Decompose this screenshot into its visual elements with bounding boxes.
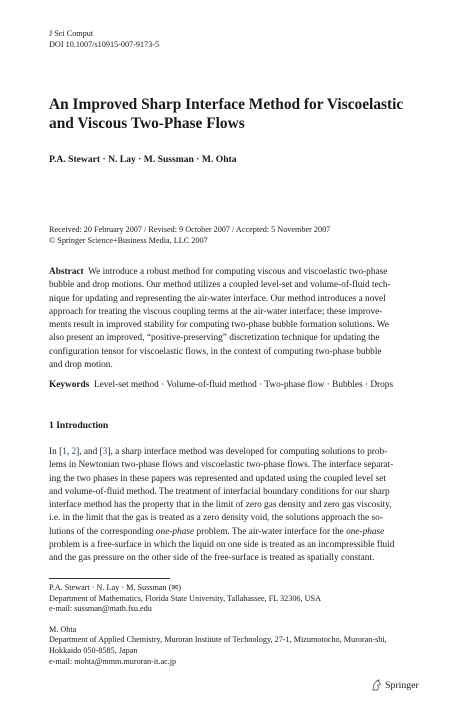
affiliation-line: Hokkaido 050-8585, Japan <box>49 645 138 655</box>
title-line: and Viscous Two-Phase Flows <box>49 115 245 132</box>
section-heading: 1 Introduction <box>49 420 109 431</box>
publication-history <box>49 225 330 246</box>
running-header <box>49 29 159 50</box>
body-line: and the gas pressure on the other side of the free-surface is treated as spatially constant. <box>49 553 375 564</box>
abstract-line: bubble and drop motions. Our method utilizes a coupled level-set and volume-of-fluid tech- <box>49 280 391 291</box>
journal-name: J Sci Comput <box>49 29 94 38</box>
body-line: and volume-of-fluid method. The treatment of interfacial boundary conditions for our sharp <box>49 486 390 497</box>
abstract-line: approach for treating the viscous coupling terms at the air-water interface; these improve- <box>49 306 383 317</box>
abstract-first-line: We introduce a robust method for computing viscous and viscoelastic two-phase <box>88 267 388 277</box>
affiliation-line: P.A. Stewart · N. Lay · M. Sussman (✉) <box>49 583 181 592</box>
email-link[interactable]: e-mail: mohta@mmm.muroran-it.ac.jp <box>49 656 177 666</box>
keywords-label: Keywords <box>49 380 90 390</box>
abstract <box>49 266 428 372</box>
body-line: i.e. in the limit that the gas is treated as a zero density void, the solutions approach the so- <box>49 513 383 524</box>
copyright: © Springer Science+Business Media, LLC 2007 <box>49 235 208 245</box>
publisher-name: Springer <box>385 679 419 691</box>
dates: Received: 20 February 2007 / Revised: 9 October 2007 / Accepted: 5 November 2007 <box>49 225 331 234</box>
horse-icon <box>371 679 382 691</box>
citation-link[interactable]: 3 <box>102 447 108 457</box>
abstract-line: configuration tensor for viscoelastic flows, in the context of computing two-phase bubble <box>49 346 382 357</box>
citation-link[interactable]: 1 <box>62 447 67 457</box>
body-line: lems in Newtonian two-phase flows and viscoelastic two-phase flows. The interface separat- <box>49 460 394 471</box>
citation-link[interactable]: 2 <box>71 447 77 457</box>
keywords-text: Level-set method · Volume-of-fluid method · Two-phase flow · Bubbles · Drops <box>93 380 394 390</box>
doi: DOI 10.1007/s10915-007-9173-5 <box>49 39 160 49</box>
abstract-line: nique for updating and representing the air-water interface. Our method introduces a novel <box>49 293 386 304</box>
abstract-line: and drop motion. <box>49 360 113 371</box>
affiliation-line: M. Ohta <box>49 624 77 634</box>
body-line: interface method has the property that in the limit of zero gas density and zero gas viscosity, <box>49 500 392 511</box>
body-line: problem is a free-surface in which the liquid on one side is treated as an incompressible fluid <box>49 540 395 551</box>
title-line: An Improved Sharp Interface Method for Viscoelastic <box>49 96 404 113</box>
footnote-rule <box>49 578 170 579</box>
introduction-body: In [1, 2], and [3], a sharp interface method was developed for computing solutions to prob- lems in Newtonian two-phase flows and viscoelastic two-phase flows. The interface separat- ing the two phases in these papers was represented and updated using the coupled level set and volume-of-fluid method. The treatment of interfacial boundary conditions for our sharp interface method has the property that in the limit of zero gas density and zero gas viscosity, i.e. in the limit that the gas is treated as a zero density void, the solutions approach the so- lutions of the corresponding one-phase problem. The air-water interface for the one-phase problem is a free-surface in which the liquid on one side is treated as an incompressible fluid and the gas pressure on the other side of the free-surface is treated as spatially constant. <box>49 446 428 566</box>
keywords <box>49 379 428 392</box>
springer-logo <box>371 679 419 691</box>
body-line: ing the two phases in these papers was represented and updated using the coupled level set <box>49 473 386 484</box>
email-link[interactable]: e-mail: sussman@math.fsu.edu <box>49 604 152 614</box>
author-list: P.A. Stewart · N. Lay · M. Sussman · M. Ohta <box>49 154 237 165</box>
abstract-line: also present an improved, “positive-preserving” discretization technique for updating the <box>49 333 380 344</box>
affiliation-line: Department of Applied Chemistry, Muroran Institute of Technology, 27-1, Mizumotocho, Muroran-shi, <box>49 635 387 645</box>
affiliation-line: Department of Mathematics, Florida State University, Tallahassee, FL 32306, USA <box>49 593 321 603</box>
abstract-label: Abstract <box>49 267 84 277</box>
abstract-line: ments result in improved stability for computing two-phase bubble formation solutions. We <box>49 320 389 331</box>
paper-title <box>49 95 429 133</box>
author-affiliations <box>49 583 387 667</box>
